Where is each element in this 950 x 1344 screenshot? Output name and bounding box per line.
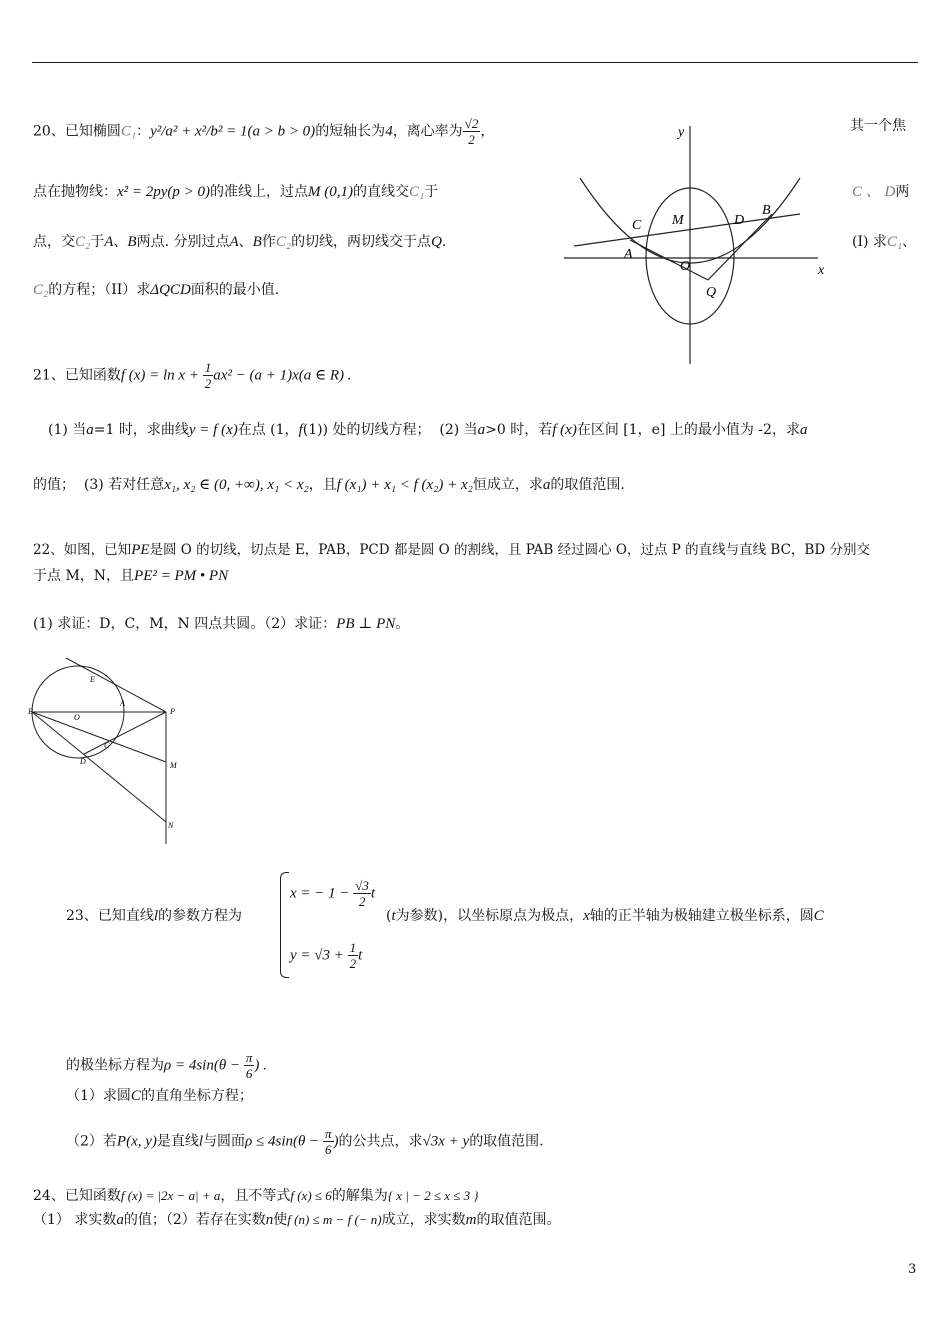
text: 与圆面 xyxy=(203,1133,246,1150)
math: a xyxy=(477,422,486,438)
text: 的参数方程为 xyxy=(158,908,242,924)
q20-line3-right xyxy=(852,232,916,252)
math: y = f (x) xyxy=(188,422,238,438)
math: C xyxy=(130,1088,141,1104)
math: t xyxy=(358,947,363,964)
math: A xyxy=(104,234,114,250)
math: f (x) xyxy=(552,422,577,438)
secant-pcd xyxy=(84,712,166,754)
label-Q: Q xyxy=(706,285,717,300)
text: 的取值范围。 xyxy=(476,1212,561,1228)
text: 21、已知函数 xyxy=(33,367,121,384)
text: 的公共点，求 xyxy=(338,1133,423,1150)
text: 的切线，两切线交于点 xyxy=(291,234,432,250)
fraction xyxy=(244,1050,255,1081)
math: C₁ xyxy=(886,234,903,250)
label-y: y xyxy=(678,125,685,140)
text: >0 时，若 xyxy=(485,422,553,438)
text: 点，交 xyxy=(33,234,75,250)
text: 于点 M，N，且 xyxy=(33,568,135,584)
line-bm xyxy=(32,712,166,762)
label-O: O xyxy=(680,259,691,274)
tangent-a xyxy=(630,240,708,280)
q20-line2 xyxy=(33,182,438,202)
q23-line4 xyxy=(66,1126,544,1157)
math: x xyxy=(583,908,590,924)
text: 在点 (1， xyxy=(237,422,299,438)
text: ，且 xyxy=(308,477,337,493)
label-A: A xyxy=(120,699,125,708)
q22-line3 xyxy=(33,614,409,634)
label-M: M xyxy=(672,213,684,228)
text: (1) 求证：D，C，M，N 四点共圆。（2）求证： xyxy=(33,616,337,632)
text: 为参数)，以坐标原点为极点， xyxy=(395,908,584,924)
text: 两点. 分别过点 xyxy=(136,234,230,250)
text: 在区间 [1，e] 上的最小值为 -2，求 xyxy=(576,422,800,438)
label-A: A xyxy=(624,247,633,262)
text: 面积的最小值. xyxy=(190,282,280,298)
numerator: 1 xyxy=(349,940,357,955)
tangent-pe xyxy=(66,658,166,712)
text: 作 xyxy=(261,234,276,250)
math: l xyxy=(198,1133,204,1150)
q24-line2 xyxy=(33,1210,560,1230)
fraction xyxy=(323,1126,334,1157)
text: ： xyxy=(136,123,151,140)
math: x₁, x₂ ∈ (0, +∞), x₁ < x₂ xyxy=(164,477,309,493)
text: (3) 若对任意 xyxy=(83,477,165,493)
q20-line4 xyxy=(33,280,279,300)
text: 、 xyxy=(238,234,253,250)
math: { x | − 2 ≤ x ≤ 3 } xyxy=(387,1188,479,1203)
denominator: 2 xyxy=(204,376,212,391)
math: a xyxy=(799,422,808,438)
q22-line1 xyxy=(33,540,870,560)
math: ρ = 4sin(θ − xyxy=(164,1057,244,1074)
q23-line2 xyxy=(66,1050,267,1081)
math: PE² = PM • PN xyxy=(134,568,229,584)
math: M (0,1) xyxy=(308,184,354,200)
text: ，离心率为 xyxy=(392,123,463,140)
math: x = − 1 − xyxy=(290,885,354,902)
text: 。 xyxy=(395,616,410,632)
math: ρ ≤ 4sin(θ − xyxy=(245,1133,323,1150)
math: f (x) = ln x + xyxy=(120,367,203,384)
math: Q xyxy=(431,234,442,250)
text: (1) 当 xyxy=(48,422,87,438)
system-brace xyxy=(280,872,289,978)
math: f (n) ≤ m − f (− n) xyxy=(287,1212,382,1227)
text: 的短轴长为 xyxy=(315,123,386,140)
math: C₁ xyxy=(409,184,425,200)
math: ΔQCD xyxy=(150,282,191,298)
math: PB ⊥ PN xyxy=(336,616,396,632)
text: 于 xyxy=(90,234,105,250)
math: a xyxy=(542,477,551,493)
text: 20、已知椭圆 xyxy=(33,123,121,140)
math: f (x) ≤ 6 xyxy=(290,1188,332,1203)
label-B: B xyxy=(762,203,771,218)
text: 22、如图，已知 xyxy=(33,542,132,558)
math: C₂ xyxy=(75,234,91,250)
label-N: N xyxy=(168,821,174,830)
q23-system-row1 xyxy=(290,878,375,909)
q21-line3 xyxy=(33,475,625,495)
math: B xyxy=(127,234,137,250)
text: 的准线上，过点 xyxy=(210,184,309,200)
math: 4 xyxy=(385,123,393,140)
text: =1 时，求曲线 xyxy=(93,422,189,438)
text: 轴的正半轴为极轴建立极坐标系，圆 xyxy=(589,908,814,924)
text: 的解集为 xyxy=(331,1188,388,1204)
eccentricity-fraction xyxy=(463,116,481,147)
text: 点在抛物线： xyxy=(33,184,117,200)
denominator: 2 xyxy=(358,894,366,909)
label-P: P xyxy=(170,707,175,716)
fraction xyxy=(353,878,371,909)
numerator: √3 xyxy=(355,878,369,893)
q20-line3 xyxy=(33,232,446,252)
numerator: π xyxy=(325,1126,332,1141)
math: t xyxy=(391,908,396,924)
text: 成立，求实数 xyxy=(381,1212,466,1228)
label-D: D xyxy=(734,213,745,228)
text: . xyxy=(441,234,447,250)
text: 的直线交 xyxy=(353,184,410,200)
math: P(x, y) xyxy=(116,1133,157,1150)
text: （1） 求实数 xyxy=(33,1212,117,1228)
q23-system-row2 xyxy=(290,940,362,971)
text: （2）若 xyxy=(66,1133,117,1150)
text: 使 xyxy=(273,1212,288,1228)
label-E: E xyxy=(90,675,95,684)
numerator: √2 xyxy=(464,116,479,131)
text: (1)) 处的切线方程； xyxy=(302,422,431,438)
math: C xyxy=(813,908,824,924)
math: a xyxy=(86,422,94,438)
q21-line2 xyxy=(48,420,807,440)
header-rule xyxy=(32,62,918,63)
text: ( xyxy=(386,908,392,924)
text: 的方程；（II）求 xyxy=(48,282,151,298)
math: f (x) = |2x − a| + a xyxy=(120,1188,221,1203)
math: √3x + y xyxy=(422,1133,470,1150)
numerator: π xyxy=(245,1050,253,1065)
label-x: x xyxy=(818,263,825,278)
fraction xyxy=(203,360,214,391)
q23-line1b xyxy=(386,906,824,926)
denominator: 2 xyxy=(468,132,475,147)
text: 于 xyxy=(424,184,439,200)
parabola-equation: x² = 2py(p > 0) xyxy=(117,184,211,200)
text: 的极坐标方程为 xyxy=(66,1057,164,1074)
text: ， xyxy=(480,123,495,140)
q23-line3 xyxy=(66,1086,253,1106)
line-bn xyxy=(32,712,166,822)
ellipse-equation: y²/a² + x²/b² = 1(a > b > 0) xyxy=(150,123,316,140)
math: f xyxy=(298,422,303,438)
math: f (x₁) + x₁ < f (x₂) + x₂ xyxy=(336,477,473,493)
q20-line2-right xyxy=(852,182,909,202)
q23-line1a xyxy=(66,906,242,926)
text: ，且不等式 xyxy=(220,1188,291,1204)
math: ) xyxy=(333,1133,339,1150)
math: PE xyxy=(131,542,150,558)
fraction xyxy=(348,940,359,971)
math: B xyxy=(252,234,262,250)
label-O: O xyxy=(74,713,80,722)
label-C: C xyxy=(632,218,642,233)
text: 恒成立，求 xyxy=(472,477,543,493)
label-C: C xyxy=(104,741,110,750)
math: ax² − (a + 1)x(a ∈ R) . xyxy=(213,367,352,384)
text: (2) 当 xyxy=(439,422,478,438)
text: 、 xyxy=(113,234,128,250)
text: 的值；（2）若存在实数 xyxy=(123,1212,266,1228)
text: 是圆 O 的切线，切点是 E，PAB，PCD 都是圆 O 的割线，且 PAB 经过圆心 O，过点 P 的直线与直线 BC，BD 分别交 xyxy=(149,542,870,558)
math: y = √3 + xyxy=(290,947,348,964)
math: a xyxy=(116,1212,124,1228)
text: （1）求圆 xyxy=(66,1088,131,1104)
denominator: 2 xyxy=(349,956,357,971)
label-M: M xyxy=(170,761,177,770)
denominator: 6 xyxy=(245,1066,253,1081)
text: 是直线 xyxy=(156,1133,199,1150)
q22-line2 xyxy=(33,566,228,586)
q21-line1 xyxy=(33,360,352,391)
text: 两 xyxy=(895,184,910,200)
math: C₁ xyxy=(120,123,137,140)
numerator: 1 xyxy=(204,360,212,375)
q20-line1 xyxy=(33,116,494,147)
text: 的值； xyxy=(33,477,75,493)
q20-line1-right: 其一个焦 xyxy=(850,118,906,134)
text: 的取值范围. xyxy=(550,477,625,493)
math: t xyxy=(370,885,376,902)
math: A xyxy=(229,234,239,250)
page-number: 3 xyxy=(908,1262,917,1277)
math: C₂ xyxy=(33,282,49,298)
math: l xyxy=(153,908,158,924)
text: 的取值范围. xyxy=(469,1133,544,1150)
math: m xyxy=(465,1212,477,1228)
math: n xyxy=(265,1212,274,1228)
text: 24、已知函数 xyxy=(33,1188,121,1204)
label-B: B xyxy=(28,707,33,716)
text: 23、已知直线 xyxy=(66,908,154,924)
q24-line1 xyxy=(33,1186,479,1206)
text: (I) 求 xyxy=(852,234,887,250)
math: ) . xyxy=(254,1057,267,1074)
text: 的直角坐标方程； xyxy=(140,1088,253,1104)
secant-line xyxy=(574,214,800,246)
q22-figure xyxy=(26,654,196,854)
math: C₂ xyxy=(275,234,292,250)
math: C 、 D xyxy=(852,184,896,200)
q20-figure xyxy=(560,118,840,368)
denominator: 6 xyxy=(325,1142,332,1157)
label-D: D xyxy=(80,757,86,766)
text: 、 xyxy=(902,234,917,250)
